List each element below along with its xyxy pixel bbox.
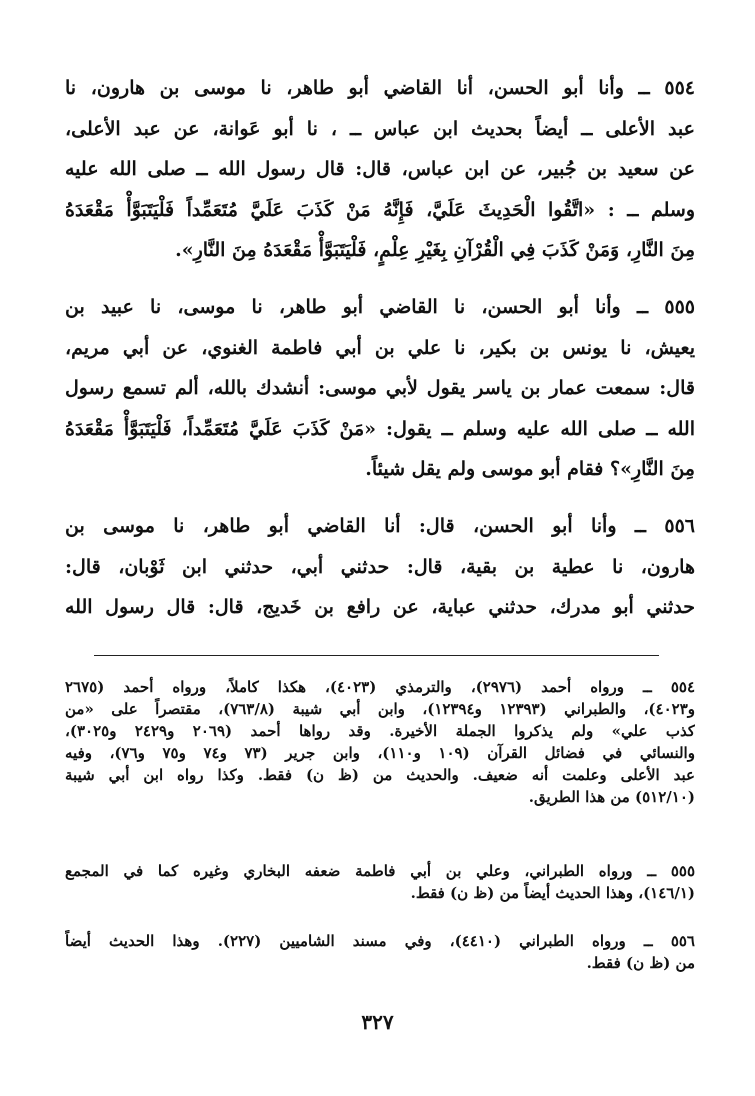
hadith-554 xyxy=(65,68,695,271)
text-line: هارون، نا عطية بن بقية، قال: حدثني أبي، حدثني ابن ثَوْبان، قال: xyxy=(65,555,695,578)
text-line: قال: سمعت عمار بن ياسر يقول لأبي موسى: أنشدك بالله، ألم تسمع رسول xyxy=(65,377,695,399)
footnote-separator xyxy=(94,655,659,656)
text-line: الله ــ صلى الله عليه وسلم ــ يقول: «مَنْ كَذَبَ عَلَيَّ مُتَعَمِّداً، فَلْيَتَبَوَّأْ مَقْعَدَهُ xyxy=(65,417,695,440)
hadith-555 xyxy=(65,287,695,490)
footnote-line: ٥٥٤ ــ ورواه أحمد (٢٩٧٦)، والترمذي (٤٠٢٣)، هكذا كاملاً، ورواه أحمد (٢٦٧٥ xyxy=(65,678,695,696)
footnote-line: عبد الأعلى وعلمت أنه ضعيف. والحديث من (ظ ن) فقط. وكذا رواه ابن أبي شيبة xyxy=(65,766,695,784)
footnote-556 xyxy=(65,930,695,974)
text-line: مِنَ النَّارِ»؟ فقام أبو موسى ولم يقل شيئاً. xyxy=(365,458,695,480)
text-line: عبد الأعلى ــ أيضاً بحديث ابن عباس ــ ، نا أبو عَوانة، عن عبد الأعلى، xyxy=(65,117,695,140)
text-line: عن سعيد بن جُبير، عن ابن عباس، قال: قال رسول الله ــ صلى الله عليه xyxy=(65,158,695,180)
text-line: وسلم ــ : «اتَّقُوا الْحَدِيثَ عَلَيَّ، فَإِنَّهُ مَنْ كَذَبَ عَلَيَّ مُتَعَمِّداً فَلْيَتَبَوَّأْ مَقْعَدَهُ xyxy=(65,198,695,221)
footnote-line: ٥٥٥ ــ ورواه الطبراني، وعلي بن أبي فاطمة ضعفه البخاري وغيره كما في المجمع xyxy=(65,862,695,880)
footnote-line: كذب علي» ولم يذكروا الجملة الأخيرة. وقد رواها أحمد (٢٠٦٩ و٢٤٢٩ و٣٠٢٥)، xyxy=(65,722,695,740)
footnote-line: (٥١٢/١٠) من هذا الطريق. xyxy=(528,788,695,806)
text-line: ٥٥٦ ــ وأنا أبو الحسن، قال: أنا القاضي أبو طاهر، نا موسى بن xyxy=(65,515,695,537)
footnote-line: (١٤٦/١)، وهذا الحديث أيضاً من (ظ ن) فقط. xyxy=(410,884,695,902)
page-number: ٣٢٧ xyxy=(361,1010,394,1034)
footnote-line: والنسائي في فضائل القرآن (١٠٩ و١١٠)، وابن جرير (٧٣ و٧٤ و٧٥ و٧٦)، وفيه xyxy=(65,744,695,762)
footnote-line: و٤٠٢٣)، والطبراني (١٢٣٩٣ و١٢٣٩٤)، وابن أبي شيبة (٧٦٣/٨)، مقتصراً على «من xyxy=(65,700,695,718)
text-line: حدثني أبو مدرك، حدثني عباية، عن رافع بن خَديج، قال: قال رسول الله xyxy=(65,596,695,618)
footnote-555 xyxy=(65,860,695,904)
hadith-556 xyxy=(65,506,695,628)
text-line: يعيش، نا يونس بن بكير، نا علي بن أبي فاطمة الغنوي، عن أبي مريم، xyxy=(65,336,695,359)
text-line: ٥٥٥ ــ وأنا أبو الحسن، نا القاضي أبو طاهر، نا موسى، نا عبيد بن xyxy=(65,296,695,318)
footnote-554 xyxy=(65,676,695,808)
text-line: ٥٥٤ ــ وأنا أبو الحسن، أنا القاضي أبو طاهر، نا موسى بن هارون، نا xyxy=(65,77,695,99)
footnote-line: من (ظ ن) فقط. xyxy=(586,954,695,972)
text-line: مِنَ النَّارِ، وَمَنْ كَذَبَ فِي الْقُرْآنِ بِغَيْرِ عِلْمٍ، فَلْيَتَبَوَّأْ مَقْعَدَهُ مِنَ النَّارِ». xyxy=(175,239,695,261)
footnote-line: ٥٥٦ ــ ورواه الطبراني (٤٤١٠)، وفي مسند الشاميين (٢٢٧). وهذا الحديث أيضاً xyxy=(65,932,695,950)
